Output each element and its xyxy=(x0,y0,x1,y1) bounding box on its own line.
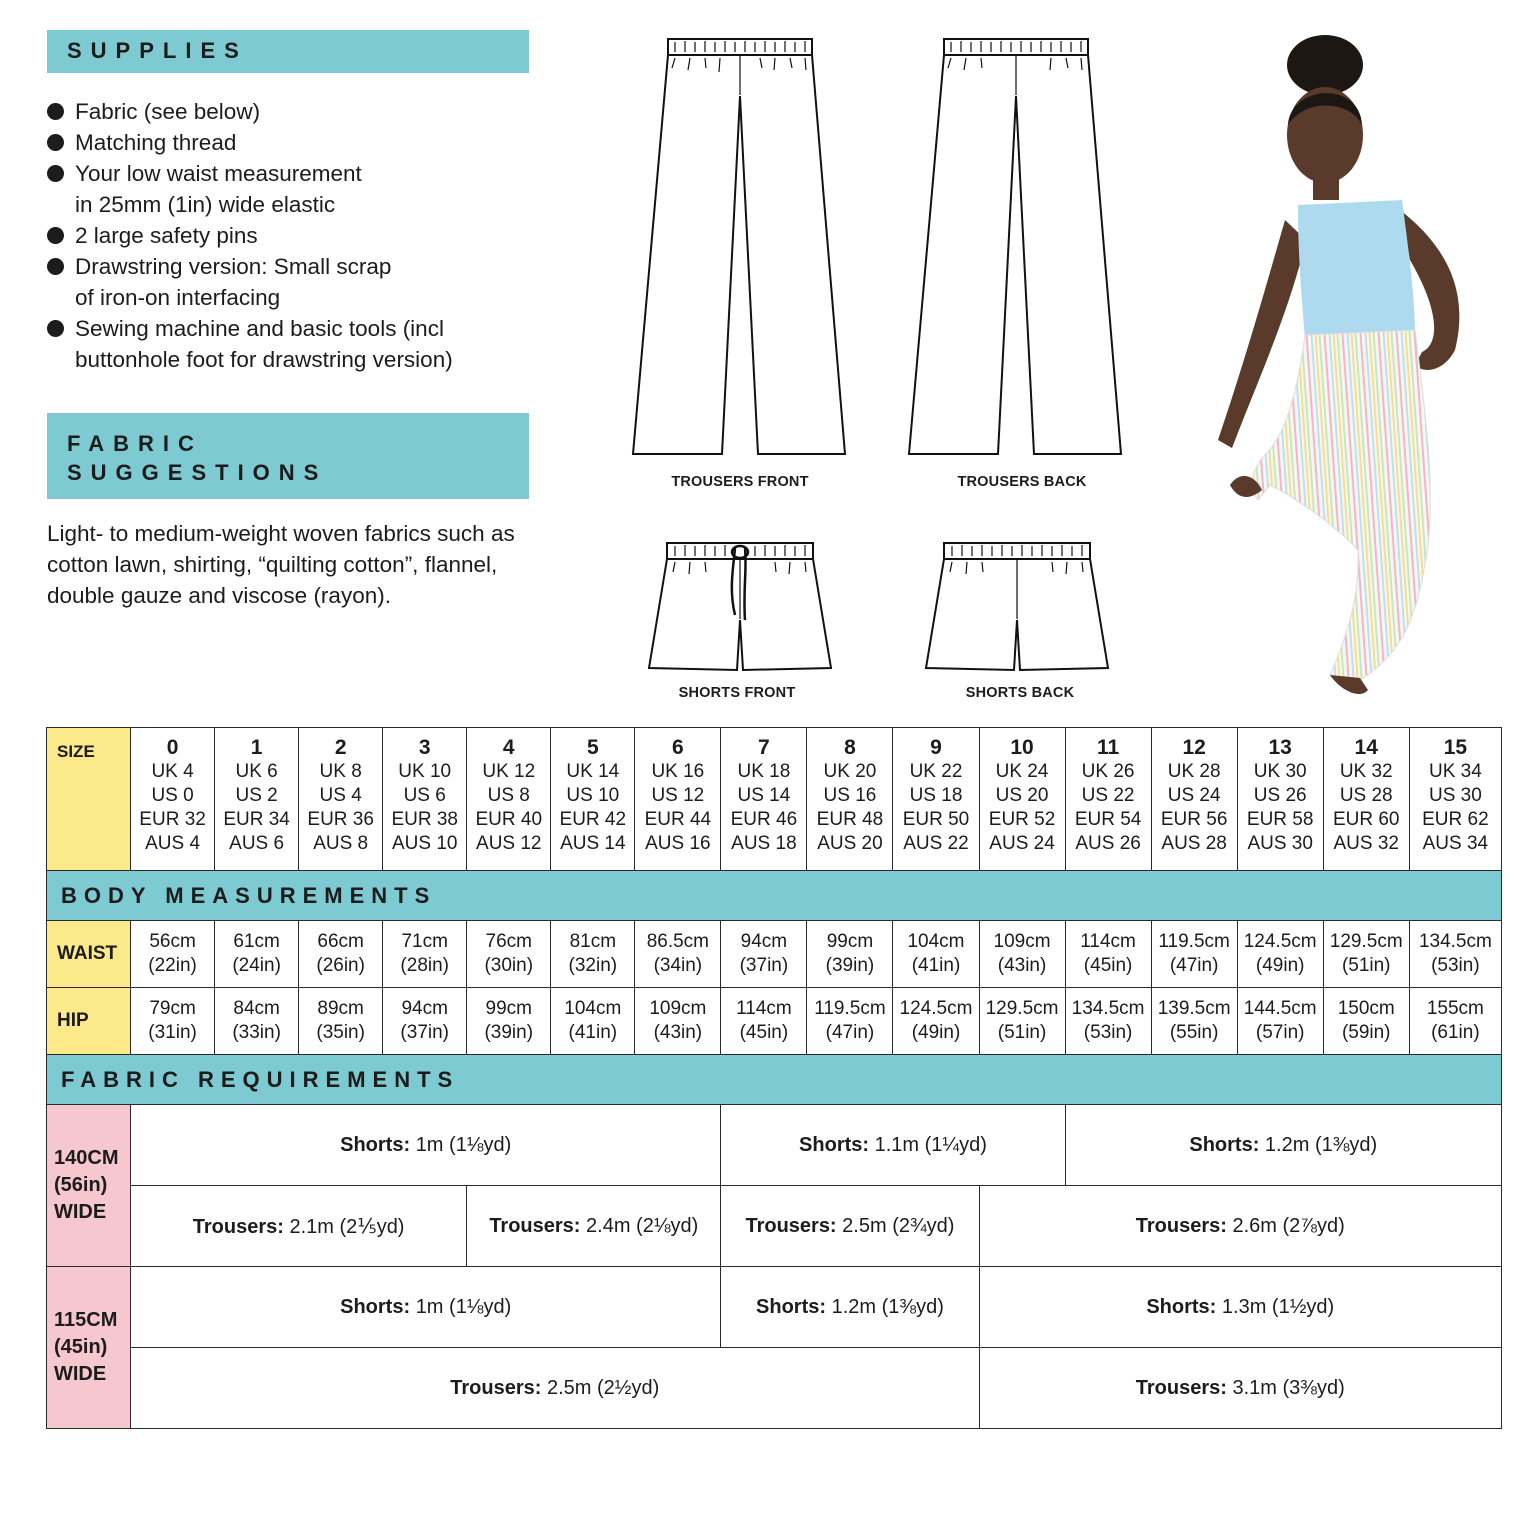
bullet-icon xyxy=(47,320,64,337)
waist-cell: 104cm (41in) xyxy=(893,921,979,988)
waist-cell: 56cm (22in) xyxy=(131,921,215,988)
req-115-shorts-2: Shorts: 1.3m (1½yd) xyxy=(979,1267,1501,1348)
fabric-suggestions-text: Light- to medium-weight woven fabrics such as cotton lawn, shirting, “quilting cotton”, flannel, double gauze and viscose (rayon). xyxy=(47,521,515,608)
size-cell: 7 UK 18 US 14 EUR 46 AUS 18 xyxy=(721,728,807,871)
hip-cell: 99cm (39in) xyxy=(467,988,551,1055)
req-140-trousers-2: Trousers: 2.5m (2¾yd) xyxy=(721,1186,979,1267)
trousers-front-drawing xyxy=(630,36,850,461)
list-item: Matching thread xyxy=(47,127,547,158)
hip-cell: 150cm (59in) xyxy=(1323,988,1409,1055)
size-chart-table xyxy=(46,727,1502,1429)
width-115-label: 115CM (45in) WIDE xyxy=(47,1267,131,1429)
size-cell: 11 UK 26 US 22 EUR 54 AUS 26 xyxy=(1065,728,1151,871)
waist-cell: 129.5cm (51in) xyxy=(1323,921,1409,988)
hip-cell: 129.5cm (51in) xyxy=(979,988,1065,1055)
supplies-list xyxy=(47,96,547,375)
hip-cell: 104cm (41in) xyxy=(551,988,635,1055)
hip-cell: 109cm (43in) xyxy=(635,988,721,1055)
hip-cell: 119.5cm (47in) xyxy=(807,988,893,1055)
size-cell: 5 UK 14 US 10 EUR 42 AUS 14 xyxy=(551,728,635,871)
hip-cell: 89cm (35in) xyxy=(299,988,383,1055)
list-item: 2 large safety pins xyxy=(47,220,547,251)
size-cell: 1 UK 6 US 2 EUR 34 AUS 6 xyxy=(215,728,299,871)
trousers-back-label: TROUSERS BACK xyxy=(957,474,1087,490)
size-cell: 14 UK 32 US 28 EUR 60 AUS 32 xyxy=(1323,728,1409,871)
shorts-back-label: SHORTS BACK xyxy=(965,685,1075,701)
model-photo xyxy=(1210,30,1505,720)
bullet-icon xyxy=(47,165,64,182)
fabric-requirements-band: FABRIC REQUIREMENTS xyxy=(47,1055,1502,1105)
hip-cell: 144.5cm (57in) xyxy=(1237,988,1323,1055)
hip-label: HIP xyxy=(47,988,131,1055)
size-cell: 15 UK 34 US 30 EUR 62 AUS 34 xyxy=(1409,728,1501,871)
hip-cell: 79cm (31in) xyxy=(131,988,215,1055)
size-cell: 0 UK 4 US 0 EUR 32 AUS 4 xyxy=(131,728,215,871)
req-115-shorts-0: Shorts: 1m (1⅛yd) xyxy=(131,1267,721,1348)
waist-cell: 86.5cm (34in) xyxy=(635,921,721,988)
req-140-shorts-0: Shorts: 1m (1⅛yd) xyxy=(131,1105,721,1186)
trousers-front-label: TROUSERS FRONT xyxy=(671,474,809,490)
waist-cell: 114cm (45in) xyxy=(1065,921,1151,988)
shorts-back-drawing xyxy=(922,540,1112,675)
hip-cell: 114cm (45in) xyxy=(721,988,807,1055)
size-cell: 3 UK 10 US 6 EUR 38 AUS 10 xyxy=(383,728,467,871)
shorts-front-drawing xyxy=(645,540,835,675)
size-cell: 13 UK 30 US 26 EUR 58 AUS 30 xyxy=(1237,728,1323,871)
req-140-shorts-1: Shorts: 1.1m (1¼yd) xyxy=(721,1105,1065,1186)
size-cell: 12 UK 28 US 24 EUR 56 AUS 28 xyxy=(1151,728,1237,871)
waist-cell: 99cm (39in) xyxy=(807,921,893,988)
hip-cell: 155cm (61in) xyxy=(1409,988,1501,1055)
waist-cell: 71cm (28in) xyxy=(383,921,467,988)
fabric-suggestions-title-line2: SUGGESTIONS xyxy=(67,460,328,485)
bullet-icon xyxy=(47,227,64,244)
supplies-banner xyxy=(47,30,529,73)
waist-cell: 61cm (24in) xyxy=(215,921,299,988)
req-115-shorts-1: Shorts: 1.2m (1⅜yd) xyxy=(721,1267,979,1348)
fabric-suggestions-banner xyxy=(47,413,529,499)
hip-cell: 94cm (37in) xyxy=(383,988,467,1055)
list-item: Your low waist measurement in 25mm (1in) wide elastic xyxy=(47,158,547,220)
hip-cell: 139.5cm (55in) xyxy=(1151,988,1237,1055)
req-140-trousers-3: Trousers: 2.6m (2⅞yd) xyxy=(979,1186,1501,1267)
fabric-suggestions-title-line1: FABRIC xyxy=(67,431,203,456)
size-label: SIZE xyxy=(47,728,131,871)
list-item: Drawstring version: Small scrap of iron-on interfacing xyxy=(47,251,547,313)
bullet-icon xyxy=(47,103,64,120)
waist-cell: 66cm (26in) xyxy=(299,921,383,988)
waist-cell: 76cm (30in) xyxy=(467,921,551,988)
waist-cell: 81cm (32in) xyxy=(551,921,635,988)
width-140-label: 140CM (56in) WIDE xyxy=(47,1105,131,1267)
waist-cell: 124.5cm (49in) xyxy=(1237,921,1323,988)
size-cell: 8 UK 20 US 16 EUR 48 AUS 20 xyxy=(807,728,893,871)
req-140-trousers-1: Trousers: 2.4m (2⅛yd) xyxy=(467,1186,721,1267)
trousers-back-drawing xyxy=(906,36,1126,461)
body-measurements-band: BODY MEASUREMENTS xyxy=(47,871,1502,921)
req-115-trousers-0: Trousers: 2.5m (2½yd) xyxy=(131,1348,979,1429)
waist-cell: 94cm (37in) xyxy=(721,921,807,988)
hip-cell: 84cm (33in) xyxy=(215,988,299,1055)
size-cell: 2 UK 8 US 4 EUR 36 AUS 8 xyxy=(299,728,383,871)
size-cell: 4 UK 12 US 8 EUR 40 AUS 12 xyxy=(467,728,551,871)
shorts-front-label: SHORTS FRONT xyxy=(678,685,796,701)
size-cell: 6 UK 16 US 12 EUR 44 AUS 16 xyxy=(635,728,721,871)
req-115-trousers-1: Trousers: 3.1m (3⅜yd) xyxy=(979,1348,1501,1429)
waist-cell: 109cm (43in) xyxy=(979,921,1065,988)
waist-cell: 134.5cm (53in) xyxy=(1409,921,1501,988)
supplies-title: SUPPLIES xyxy=(67,38,248,63)
size-cell: 9 UK 22 US 18 EUR 50 AUS 22 xyxy=(893,728,979,871)
hip-cell: 134.5cm (53in) xyxy=(1065,988,1151,1055)
bullet-icon xyxy=(47,134,64,151)
waist-label: WAIST xyxy=(47,921,131,988)
hip-cell: 124.5cm (49in) xyxy=(893,988,979,1055)
list-item: Sewing machine and basic tools (incl buttonhole foot for drawstring version) xyxy=(47,313,547,375)
req-140-shorts-2: Shorts: 1.2m (1⅜yd) xyxy=(1065,1105,1501,1186)
list-item: Fabric (see below) xyxy=(47,96,547,127)
req-140-trousers-0: Trousers: 2.1m (2⅕yd) xyxy=(131,1186,467,1267)
bullet-icon xyxy=(47,258,64,275)
size-cell: 10 UK 24 US 20 EUR 52 AUS 24 xyxy=(979,728,1065,871)
waist-cell: 119.5cm (47in) xyxy=(1151,921,1237,988)
